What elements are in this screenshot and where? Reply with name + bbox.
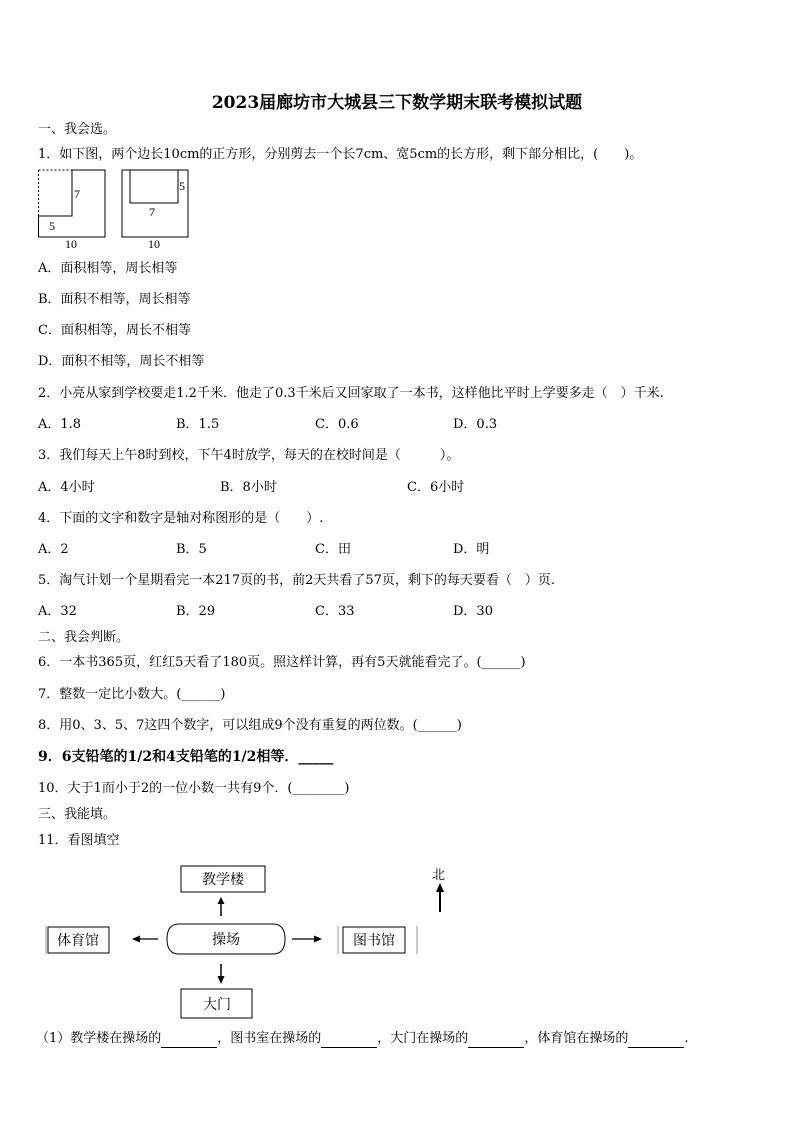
- figure-1-label-top: 7: [74, 187, 80, 201]
- answer-blank-2[interactable]: [321, 1031, 377, 1048]
- question-2-option-b: B．1.5: [176, 417, 220, 432]
- question-3-option-c: C．6小时: [407, 480, 465, 495]
- question-5-option-d: D．30: [453, 604, 493, 619]
- q11-1-text-1: （1）教学楼在操场的: [36, 1031, 162, 1046]
- question-2-stem: 2．小亮从家到学校要走1.2千米．他走了0.3千米后又回家取了一本书，这样他比平时上学要多走（ ）千米.: [38, 386, 664, 401]
- question-8: 8．用0、3、5、7这四个数字，可以组成9个没有重复的两位数。(______): [38, 718, 462, 733]
- question-2-option-a: A．1.8: [38, 417, 82, 432]
- label-top: 教学楼: [202, 873, 244, 888]
- question-5-option-c: C．33: [315, 604, 355, 619]
- question-3-option-b: B．8小时: [220, 480, 277, 495]
- north-arrow-head: [436, 883, 444, 892]
- figure-2-label-inner: 7: [149, 205, 155, 219]
- section-heading-2: 二、我会判断。: [38, 630, 130, 645]
- q11-1-text-4: ，体育馆在操场的: [524, 1031, 629, 1046]
- question-5-option-b: B．29: [176, 604, 216, 619]
- section-heading-1: 一、我会选。: [38, 122, 117, 137]
- arrow-left-head: [132, 936, 140, 943]
- question-1-option-c: C．面积相等，周长不相等: [38, 323, 191, 338]
- question-1-option-d: D．面积不相等，周长不相等: [38, 354, 205, 369]
- question-9: 9．6支铅笔的1/2和4支铅笔的1/2相等．_____: [38, 749, 334, 765]
- question-1-figure: [34, 166, 194, 252]
- question-4-option-d: D．明: [453, 542, 490, 557]
- figure-1-label-bottom: 10: [65, 237, 77, 251]
- label-center: 操场: [212, 933, 240, 948]
- question-4-option-c: C．田: [315, 542, 351, 557]
- question-5-stem: 5．淘气计划一个星期看完一本217页的书，前2天共看了57页，剩下的每天要看（ ）页.: [38, 573, 556, 588]
- north-label: 北: [432, 867, 446, 882]
- page-title: 2023届廊坊市大城县三下数学期末联考模拟试题: [211, 93, 583, 113]
- question-1-stem: 1．如下图，两个边长10cm的正方形，分别剪去一个长7cm、宽5cm的长方形，剩下部分相比，( )。: [38, 147, 643, 162]
- question-3-option-a: A．4小时: [38, 480, 95, 495]
- figure-1-label-left: 5: [49, 219, 55, 233]
- question-4-option-b: B．5: [176, 542, 207, 557]
- question-4-stem: 4．下面的文字和数字是轴对称图形的是（ ）.: [38, 511, 324, 526]
- question-7: 7．整数一定比小数大。(______): [38, 687, 226, 702]
- q11-1-text-2: ，图书室在操场的: [217, 1031, 322, 1046]
- label-left: 体育馆: [57, 934, 99, 949]
- answer-blank-4[interactable]: [628, 1031, 684, 1048]
- question-11-part-1: [36, 1031, 688, 1048]
- figure-2-label-right: 5: [179, 179, 185, 193]
- q11-1-text-3: ，大门在操场的: [377, 1031, 469, 1046]
- question-2-option-d: D．0.3: [453, 417, 498, 432]
- label-bottom: 大门: [203, 998, 231, 1013]
- arrow-up-head: [218, 897, 225, 904]
- arrow-right-head: [314, 936, 322, 943]
- question-4-option-a: A．2: [38, 542, 69, 557]
- arrow-down-head: [218, 976, 225, 984]
- q11-1-end: .: [684, 1031, 689, 1046]
- figure-2: [122, 170, 188, 251]
- question-10: 10．大于1而小于2的一位小数一共有9个．(________): [38, 781, 350, 796]
- question-3-stem: 3．我们每天上午8时到校，下午4时放学，每天的在校时间是（ ）。: [38, 448, 460, 463]
- question-6: 6．一本书365页，红红5天看了180页。照这样计算，再有5天就能看完了。(______): [38, 655, 526, 670]
- answer-blank-1[interactable]: [161, 1031, 217, 1048]
- direction-map: [40, 860, 460, 1024]
- figure-2-label-bottom: 10: [148, 237, 160, 251]
- section-heading-3: 三、我能填。: [38, 807, 117, 822]
- figure-1: [39, 170, 106, 251]
- question-2-option-c: C．0.6: [315, 417, 359, 432]
- answer-blank-3[interactable]: [468, 1031, 524, 1048]
- question-1-option-b: B．面积不相等，周长相等: [38, 292, 191, 307]
- question-11-stem: 11．看图填空: [38, 833, 120, 848]
- label-right: 图书馆: [353, 934, 395, 949]
- question-1-option-a: A．面积相等，周长相等: [38, 261, 178, 276]
- question-5-option-a: A．32: [38, 604, 77, 619]
